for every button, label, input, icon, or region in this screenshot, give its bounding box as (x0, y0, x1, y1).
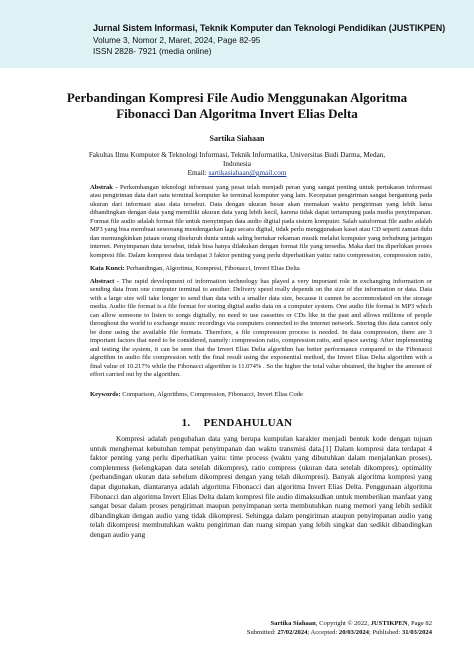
journal-issn: ISSN 2828- 7921 (media online) (93, 46, 212, 56)
footer-submitted-label: Submitted: (246, 628, 278, 636)
abstract-english-label: Abstract - (90, 278, 120, 285)
section-number: 1. (181, 417, 191, 429)
footer-author: Sartika Siahaan (270, 620, 316, 627)
author-email-line (0, 169, 474, 177)
footer-submitted-date: 27/02/2024 (277, 628, 308, 636)
author-affiliation: Fakultas Ilmu Komputer & Teknologi Informasi, Teknik Informatika, Universitas Budi Darma, Medan, Indonesia (88, 151, 386, 168)
footer-line-2 (200, 629, 432, 638)
paper-title-line-1: Perbandingan Kompresi File Audio Menggunakan Algoritma (66, 90, 408, 105)
footer-published-label: ; Published: (368, 628, 402, 636)
journal-header-band (0, 0, 474, 68)
keywords-english-label: Keywords: (90, 391, 121, 398)
keywords-english (90, 391, 432, 399)
abstract-indonesian-text: Perkembangan teknologi informasi yang pesat telah menjadi peran yang sangat penting untuk pertukaran informasi atau pengiriman data dari satu terminal komputer ke terminal komputer yang lain. Kecepatan pengiriman sangat bergantung pada ukuran dari informasi atau data tersebut. Data dengan ukuran besar akan memakan waktu pengiriman yang lebih lama dibandingkan dengan data yang memiliki ukuran data yang lebih kecil, karena tidak dapat tertampung pada media penyimpanan. Format file audio adalah format file untuk menyimpan data audio digital pada sistem komputer. Salah satuformat file audio adalah MP3 yang bisa membuat seseorang mendengarkan lagu secara digital, tidak perlu menggunakan kaset atau CD seperti zaman dulu dan memungkinkan jutaan orang diseluruh dunia untuk saling bertukar rekaman musik melalui komputer yang terhubung jaringan internet. Penyimpanan data tersebut, tidak bisa hanya dilakukan dengan format file yang tersedia. Maka dari itu diperlukan proses kompresi file. Dalam kompresi data terdapat 3 faktor penting yang perlu diperhatikan yaitu: ratio compression, compression ratio, (90, 184, 432, 259)
keywords-english-text: Comparison, Algorithms, Compression, Fibonacci, Invert Elias Code (122, 391, 303, 398)
journal-name: Jurnal Sistem Informasi, Teknik Komputer dan Teknologi Pendidikan (JUSTIKPEN) (93, 23, 446, 33)
paper-title (60, 90, 414, 122)
paper-title-line-2: Fibonacci Dan Algoritma Invert Elias Delta (116, 106, 358, 121)
keywords-indonesian (90, 265, 432, 273)
footer-copyright: , Copyright © 2022, (315, 620, 371, 627)
journal-volume: Volume 3, Nomor 2, Maret, 2024, Page 82-95 (93, 35, 261, 45)
footer-journal: JUSTIKPEN (370, 620, 408, 627)
footer-line-1 (200, 620, 432, 629)
abstract-english-text: The rapid development of information technology has played a very important role in exchanging information or sending data from one computer terminal to another. Delivery speed really depends on the size of the information or data. Data with a large size will take longer to send than data with a smaller data size, because it cannot be accommodated on the storage media. Audio file format is a file format for storing digital audio data on a computer system. One audio file format is MP3 which can allow someone to listen to songs digitally, no need to use cassettes or CDs like in the past and allows millions of people throughout the world to exchange music recordings via computers connected to the internet network. Storing this data cannot only be done using the available file formats. Therefore, a file compression process is needed. In data compression, there are 3 important factors that need to be considered, namely: compression ratio, compression ratio, and space saving. After implementing and testing the system, it can be seen that the Invert Elias Delta algorithm has better performance compared to the Fibonacci algorithm in audio file compression with the final result using the exponential method, the Invert Elias Delta algorithm with a final value of 10.217% while the Fibonacci algorithm is 11.074% . So the higher the total value obtained, the higher the amount of effort carried out by the algorithm. (90, 278, 432, 378)
footer-page: , Page 82 (407, 620, 432, 627)
footer-accepted-label: ; Accepted: (307, 628, 339, 636)
abstract-english (90, 278, 432, 386)
keywords-indonesian-label: Kata Kunci: (90, 265, 125, 272)
author-email-link[interactable]: sartikasiahaan@gmail.com (208, 169, 287, 177)
author-name: Sartika Siahaan (209, 134, 265, 143)
abstract-indonesian-label: Abstrak - (90, 184, 118, 191)
abstract-indonesian (90, 184, 432, 260)
email-label: Email: (187, 169, 207, 177)
section-heading (0, 417, 474, 429)
page-footer (200, 620, 432, 637)
footer-accepted-date: 20/03/2024 (338, 628, 369, 636)
section-body-text: Kompresi adalah pengubahan data yang berupa kumpulan karakter menjadi bentuk kode dengan tujuan untuk menghemat kebutuhan tempat penyimpanan dan waktu transmisi data.[1] Dalam kompresi data terdapat 4 faktor penting yang perlu diperhatikan yaitu: time process (waktu yang dibutuhkan dalam menjalankan proses), completeness (kelengkapan data setelah dikompres), ratio compress (ukuran data setelah dikompres), optimality (perbandingan ukuran data sebelum dikompresi dengan yang telah dikompresi). Banyak algoritma kompresi yang dapat digunakan, diantaranya adalah algoritma Fibonacci dan algoritma Invert Elias Delta. Penggunaan algoritma Fibonacci dan algoritma Invert Elias Delta dalam kompresi file audio dimaksudkan untuk memberikan manfaat yang sangat besar dalam proses pengiriman maupun penyimpanan serta membutuhkan ruang memori yang lebih sedikit dibandingkan dengan audio yang tidak dikompresi. Sehingga dalam pengiriman ataupun penyimpanan audio yang telah dikompresi membutuhkan waktu pengiriman dan ruang simpan yang lebih singkat dan sedikit dibandingkan dengan audio yang (90, 434, 432, 539)
keywords-indonesian-text: Perbandingan, Algoritma, Kompresi, Fibonacci, Invert Elias Delta (126, 265, 300, 272)
section-title: PENDAHULUAN (203, 417, 293, 429)
footer-published-date: 31/03/2024 (401, 628, 432, 636)
